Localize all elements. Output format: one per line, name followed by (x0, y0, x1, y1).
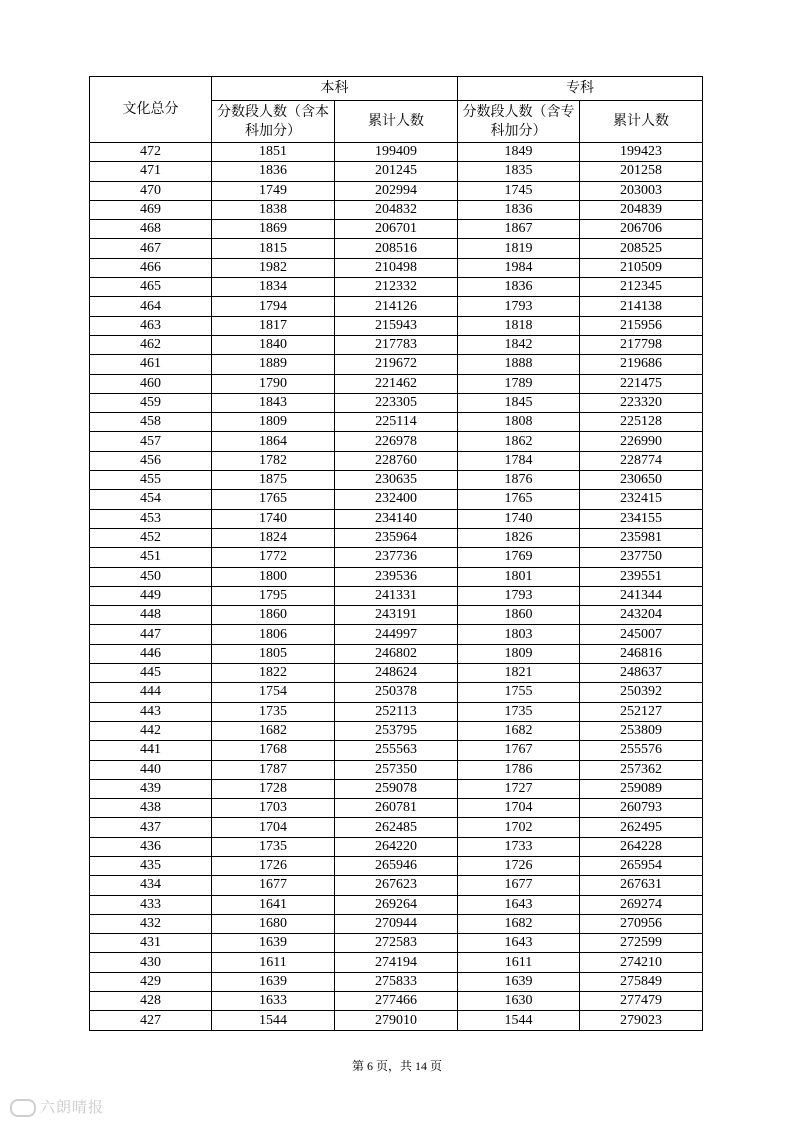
table-cell: 1641 (212, 895, 335, 914)
watermark-text: 六朗晴报 (40, 1098, 105, 1116)
table-cell: 442 (90, 721, 212, 740)
table-cell: 450 (90, 567, 212, 586)
table-cell: 469 (90, 200, 212, 219)
table-cell: 1789 (458, 374, 580, 393)
table-cell: 243204 (580, 606, 703, 625)
table-row (90, 432, 703, 451)
table-cell: 208516 (335, 239, 458, 258)
table-cell: 458 (90, 413, 212, 432)
table-cell: 434 (90, 876, 212, 895)
table-row (90, 278, 703, 297)
page-number: 第 6 页，共 14 页 (351, 1059, 442, 1073)
table-row (90, 760, 703, 779)
table-cell: 1860 (212, 606, 335, 625)
table-cell: 1680 (212, 914, 335, 933)
table-cell: 232400 (335, 490, 458, 509)
table-cell: 1740 (458, 509, 580, 528)
table-cell: 202994 (335, 181, 458, 200)
table-cell: 272599 (580, 934, 703, 953)
table-cell: 199409 (335, 143, 458, 162)
table-cell: 1643 (458, 934, 580, 953)
score-table (89, 76, 703, 1031)
table-row (90, 914, 703, 933)
table-cell: 260793 (580, 799, 703, 818)
table-cell: 460 (90, 374, 212, 393)
table-cell: 439 (90, 779, 212, 798)
table-cell: 1836 (212, 162, 335, 181)
table-cell: 255576 (580, 741, 703, 760)
header-college: 专科 (458, 77, 703, 101)
table-row (90, 895, 703, 914)
table-cell: 1727 (458, 779, 580, 798)
header-college-cumulative: 累计人数 (580, 101, 703, 143)
table-cell: 217798 (580, 335, 703, 354)
table-cell: 1702 (458, 818, 580, 837)
header-undergrad: 本科 (212, 77, 458, 101)
table-cell: 277479 (580, 992, 703, 1011)
table-cell: 252127 (580, 702, 703, 721)
table-cell: 1765 (458, 490, 580, 509)
table-row (90, 181, 703, 200)
table-cell: 454 (90, 490, 212, 509)
table-cell: 214138 (580, 297, 703, 316)
table-row (90, 721, 703, 740)
table-row (90, 664, 703, 683)
table-cell: 204832 (335, 200, 458, 219)
table-cell: 265954 (580, 856, 703, 875)
table-cell: 219672 (335, 355, 458, 374)
table-cell: 1787 (212, 760, 335, 779)
table-cell: 1677 (458, 876, 580, 895)
table-cell: 215956 (580, 316, 703, 335)
table-cell: 1808 (458, 413, 580, 432)
table-cell: 239551 (580, 567, 703, 586)
table-cell: 279023 (580, 1011, 703, 1030)
table-row (90, 625, 703, 644)
table-cell: 214126 (335, 297, 458, 316)
table-row (90, 548, 703, 567)
table-cell: 219686 (580, 355, 703, 374)
table-cell: 260781 (335, 799, 458, 818)
table-row (90, 876, 703, 895)
table-cell: 441 (90, 741, 212, 760)
table-row (90, 567, 703, 586)
table-cell: 250378 (335, 683, 458, 702)
table-cell: 275849 (580, 972, 703, 991)
table-cell: 459 (90, 393, 212, 412)
table-cell: 1800 (212, 567, 335, 586)
table-cell: 1888 (458, 355, 580, 374)
table-cell: 440 (90, 760, 212, 779)
table-cell: 1795 (212, 586, 335, 605)
table-cell: 1765 (212, 490, 335, 509)
table-cell: 452 (90, 528, 212, 547)
table-row (90, 143, 703, 162)
table-cell: 210498 (335, 258, 458, 277)
table-cell: 1639 (458, 972, 580, 991)
table-cell: 259089 (580, 779, 703, 798)
table-cell: 1643 (458, 895, 580, 914)
table-cell: 1801 (458, 567, 580, 586)
table-cell: 262485 (335, 818, 458, 837)
table-cell: 235964 (335, 528, 458, 547)
table-cell: 1611 (458, 953, 580, 972)
table-cell: 437 (90, 818, 212, 837)
table-cell: 1704 (458, 799, 580, 818)
table-cell: 241331 (335, 586, 458, 605)
table-cell: 466 (90, 258, 212, 277)
table-cell: 277466 (335, 992, 458, 1011)
table-cell: 1822 (212, 664, 335, 683)
table-cell: 1726 (212, 856, 335, 875)
table-cell: 244997 (335, 625, 458, 644)
table-cell: 1733 (458, 837, 580, 856)
table-row (90, 606, 703, 625)
table-cell: 1728 (212, 779, 335, 798)
table-cell: 212332 (335, 278, 458, 297)
table-cell: 250392 (580, 683, 703, 702)
table-cell: 433 (90, 895, 212, 914)
table-cell: 270956 (580, 914, 703, 933)
table-row (90, 509, 703, 528)
table-cell: 201258 (580, 162, 703, 181)
table-cell: 264228 (580, 837, 703, 856)
table-cell: 252113 (335, 702, 458, 721)
table-row (90, 471, 703, 490)
table-cell: 1982 (212, 258, 335, 277)
table-cell: 274210 (580, 953, 703, 972)
table-cell: 225114 (335, 413, 458, 432)
table-cell: 253809 (580, 721, 703, 740)
table-cell: 223320 (580, 393, 703, 412)
table-row (90, 818, 703, 837)
table-cell: 453 (90, 509, 212, 528)
table-cell: 226990 (580, 432, 703, 451)
table-row (90, 837, 703, 856)
table-row (90, 683, 703, 702)
table-row (90, 934, 703, 953)
table-cell: 1682 (458, 721, 580, 740)
table-cell: 1889 (212, 355, 335, 374)
table-cell: 221462 (335, 374, 458, 393)
table-cell: 462 (90, 335, 212, 354)
table-cell: 1768 (212, 741, 335, 760)
table-cell: 226978 (335, 432, 458, 451)
table-cell: 274194 (335, 953, 458, 972)
table-cell: 212345 (580, 278, 703, 297)
table-cell: 1842 (458, 335, 580, 354)
table-cell: 1834 (212, 278, 335, 297)
table-row (90, 297, 703, 316)
table-cell: 1864 (212, 432, 335, 451)
table-cell: 270944 (335, 914, 458, 933)
table-cell: 279010 (335, 1011, 458, 1030)
table-cell: 1794 (212, 297, 335, 316)
table-cell: 472 (90, 143, 212, 162)
table-row (90, 355, 703, 374)
table-cell: 234155 (580, 509, 703, 528)
table-cell: 438 (90, 799, 212, 818)
table-cell: 456 (90, 451, 212, 470)
table-cell: 1755 (458, 683, 580, 702)
table-cell: 1704 (212, 818, 335, 837)
table-row (90, 316, 703, 335)
table-cell: 1769 (458, 548, 580, 567)
table-cell: 432 (90, 914, 212, 933)
table-cell: 1824 (212, 528, 335, 547)
table-row (90, 220, 703, 239)
table-cell: 237750 (580, 548, 703, 567)
table-cell: 1790 (212, 374, 335, 393)
table-row (90, 239, 703, 258)
table-body (90, 143, 703, 1031)
table-cell: 1726 (458, 856, 580, 875)
table-cell: 461 (90, 355, 212, 374)
table-cell: 1803 (458, 625, 580, 644)
table-cell: 449 (90, 586, 212, 605)
table-cell: 1782 (212, 451, 335, 470)
table-cell: 443 (90, 702, 212, 721)
table-row (90, 586, 703, 605)
table-cell: 427 (90, 1011, 212, 1030)
watermark-logo-icon (10, 1099, 36, 1117)
table-cell: 467 (90, 239, 212, 258)
table-row (90, 528, 703, 547)
table-cell: 1836 (458, 278, 580, 297)
table-row (90, 374, 703, 393)
table-cell: 1984 (458, 258, 580, 277)
table-cell: 1735 (458, 702, 580, 721)
table-cell: 206706 (580, 220, 703, 239)
table-cell: 1845 (458, 393, 580, 412)
table-cell: 230650 (580, 471, 703, 490)
table-cell: 446 (90, 644, 212, 663)
header-undergrad-count: 分数段人数（含本科加分） (212, 101, 335, 143)
table-cell: 471 (90, 162, 212, 181)
table-cell: 201245 (335, 162, 458, 181)
table-row (90, 451, 703, 470)
table-cell: 464 (90, 297, 212, 316)
table-cell: 1805 (212, 644, 335, 663)
table-cell: 1867 (458, 220, 580, 239)
table-cell: 267631 (580, 876, 703, 895)
table-row (90, 490, 703, 509)
table-row (90, 799, 703, 818)
table-cell: 444 (90, 683, 212, 702)
table-cell: 429 (90, 972, 212, 991)
table-row (90, 200, 703, 219)
table-cell: 246816 (580, 644, 703, 663)
table-cell: 1843 (212, 393, 335, 412)
table-cell: 199423 (580, 143, 703, 162)
table-row (90, 413, 703, 432)
table-row (90, 953, 703, 972)
table-cell: 255563 (335, 741, 458, 760)
table-cell: 221475 (580, 374, 703, 393)
table-row (90, 335, 703, 354)
table-cell: 428 (90, 992, 212, 1011)
table-cell: 1815 (212, 239, 335, 258)
table-cell: 1793 (458, 297, 580, 316)
table-cell: 1875 (212, 471, 335, 490)
table-cell: 272583 (335, 934, 458, 953)
table-cell: 1851 (212, 143, 335, 162)
table-cell: 1682 (458, 914, 580, 933)
table-cell: 1544 (458, 1011, 580, 1030)
header-score: 文化总分 (90, 77, 212, 143)
table-cell: 275833 (335, 972, 458, 991)
table-cell: 1817 (212, 316, 335, 335)
table-row (90, 1011, 703, 1030)
table-cell: 257350 (335, 760, 458, 779)
table-cell: 1860 (458, 606, 580, 625)
table-cell: 265946 (335, 856, 458, 875)
table-cell: 451 (90, 548, 212, 567)
table-row (90, 702, 703, 721)
table-cell: 1793 (458, 586, 580, 605)
table-cell: 239536 (335, 567, 458, 586)
table-cell: 1806 (212, 625, 335, 644)
table-cell: 269274 (580, 895, 703, 914)
table-cell: 267623 (335, 876, 458, 895)
table-cell: 1835 (458, 162, 580, 181)
table-cell: 248624 (335, 664, 458, 683)
table-cell: 1633 (212, 992, 335, 1011)
table-cell: 1740 (212, 509, 335, 528)
table-row (90, 258, 703, 277)
header-college-count: 分数段人数（含专科加分） (458, 101, 580, 143)
table-cell: 1836 (458, 200, 580, 219)
table-cell: 1639 (212, 934, 335, 953)
table-cell: 1784 (458, 451, 580, 470)
table-cell: 468 (90, 220, 212, 239)
table-row (90, 644, 703, 663)
table-cell: 1826 (458, 528, 580, 547)
table-cell: 215943 (335, 316, 458, 335)
table-cell: 245007 (580, 625, 703, 644)
table-cell: 269264 (335, 895, 458, 914)
table-cell: 241344 (580, 586, 703, 605)
table-cell: 248637 (580, 664, 703, 683)
table-cell: 1772 (212, 548, 335, 567)
table-cell: 1682 (212, 721, 335, 740)
table-cell: 1819 (458, 239, 580, 258)
table-cell: 455 (90, 471, 212, 490)
header-undergrad-cumulative: 累计人数 (335, 101, 458, 143)
table-cell: 259078 (335, 779, 458, 798)
table-cell: 1630 (458, 992, 580, 1011)
table-cell: 232415 (580, 490, 703, 509)
table-cell: 206701 (335, 220, 458, 239)
table-cell: 1809 (212, 413, 335, 432)
table-cell: 1786 (458, 760, 580, 779)
table-row (90, 393, 703, 412)
table-cell: 1611 (212, 953, 335, 972)
table-cell: 435 (90, 856, 212, 875)
table-cell: 210509 (580, 258, 703, 277)
table-cell: 228760 (335, 451, 458, 470)
table-cell: 264220 (335, 837, 458, 856)
table-cell: 1869 (212, 220, 335, 239)
table-cell: 253795 (335, 721, 458, 740)
table-cell: 1849 (458, 143, 580, 162)
table-cell: 1862 (458, 432, 580, 451)
watermark (10, 1096, 104, 1117)
table-cell: 465 (90, 278, 212, 297)
table-cell: 1838 (212, 200, 335, 219)
table-cell: 1735 (212, 702, 335, 721)
table-cell: 1639 (212, 972, 335, 991)
table-cell: 1876 (458, 471, 580, 490)
table-cell: 257362 (580, 760, 703, 779)
table-cell: 234140 (335, 509, 458, 528)
table-cell: 1745 (458, 181, 580, 200)
table-cell: 243191 (335, 606, 458, 625)
table-cell: 235981 (580, 528, 703, 547)
table-cell: 457 (90, 432, 212, 451)
table-row (90, 856, 703, 875)
table-cell: 436 (90, 837, 212, 856)
table-cell: 1809 (458, 644, 580, 663)
table-cell: 1754 (212, 683, 335, 702)
table-cell: 463 (90, 316, 212, 335)
table-cell: 223305 (335, 393, 458, 412)
table-cell: 262495 (580, 818, 703, 837)
table-row (90, 741, 703, 760)
table-cell: 237736 (335, 548, 458, 567)
table-row (90, 972, 703, 991)
table-cell: 217783 (335, 335, 458, 354)
table-cell: 208525 (580, 239, 703, 258)
table-cell: 470 (90, 181, 212, 200)
table-cell: 246802 (335, 644, 458, 663)
table-cell: 430 (90, 953, 212, 972)
table-cell: 1749 (212, 181, 335, 200)
table-cell: 203003 (580, 181, 703, 200)
table-cell: 225128 (580, 413, 703, 432)
table-cell: 228774 (580, 451, 703, 470)
table-cell: 445 (90, 664, 212, 683)
table-cell: 1544 (212, 1011, 335, 1030)
table-cell: 447 (90, 625, 212, 644)
table-cell: 1818 (458, 316, 580, 335)
table-cell: 1677 (212, 876, 335, 895)
table-cell: 1767 (458, 741, 580, 760)
table-row (90, 992, 703, 1011)
table-cell: 1735 (212, 837, 335, 856)
table-cell: 230635 (335, 471, 458, 490)
table-cell: 1840 (212, 335, 335, 354)
table-cell: 431 (90, 934, 212, 953)
table-cell: 204839 (580, 200, 703, 219)
table-row (90, 779, 703, 798)
table-cell: 1703 (212, 799, 335, 818)
table-cell: 1821 (458, 664, 580, 683)
table-row (90, 162, 703, 181)
table-cell: 448 (90, 606, 212, 625)
